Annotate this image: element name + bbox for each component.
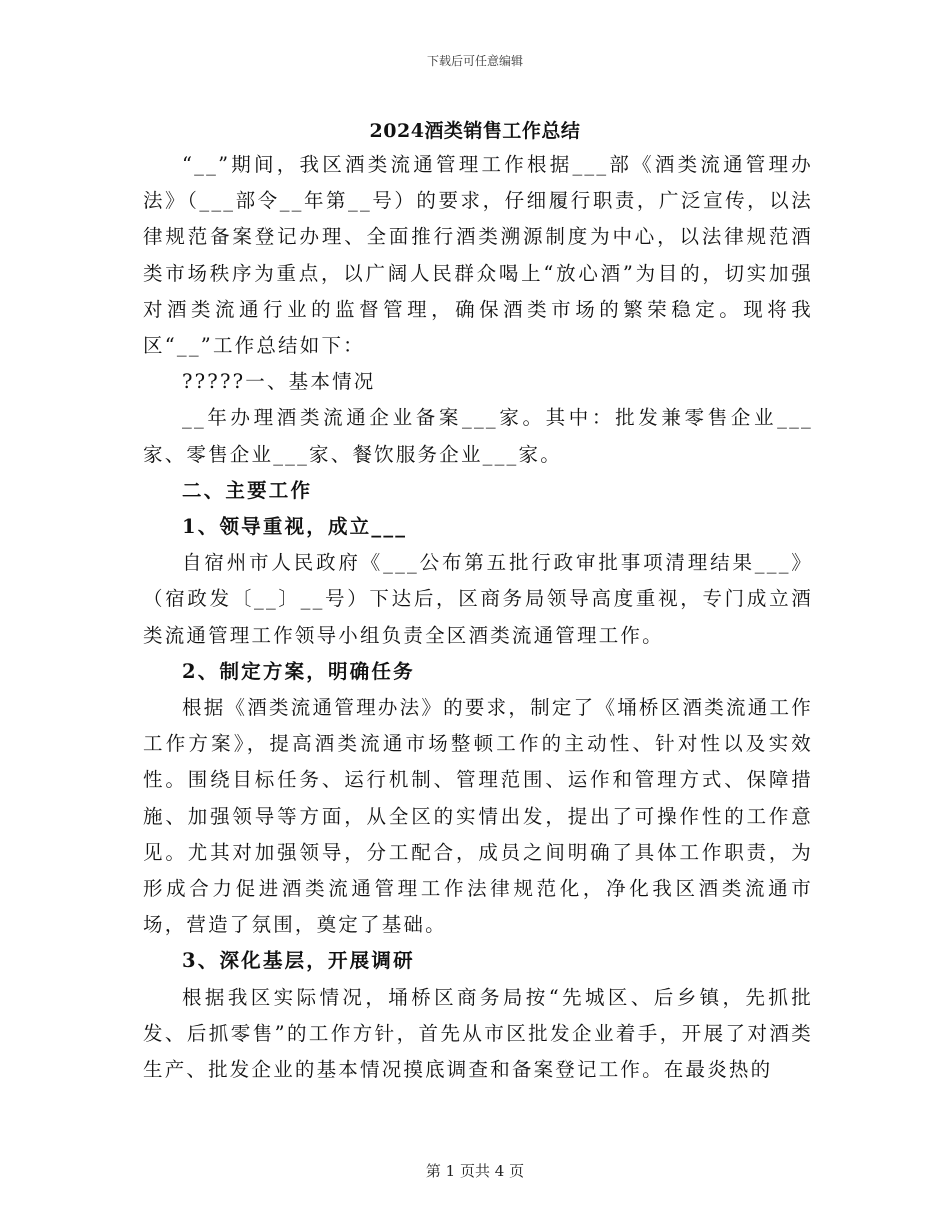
item-heading-leadership: 1、领导重视，成立___ [182,515,408,539]
page-header-note: 下载后可任意编辑 [426,54,523,68]
item-paragraph-research: 根据我区实际情况，埇桥区商务局按“先城区、后乡镇，先抓批发、后抓零售”的工作方针，首先从市区批发企业着手，开展了对酒类生产、批发企业的基本情况摸底调查和备案登记工作。在最炎热的 [143,985,813,1082]
section-heading-main-work: 二、主要工作 [182,478,313,502]
intro-paragraph: “__”期间，我区酒类流通管理工作根据___部《酒类流通管理办法》（___部令__年第__号）的要求，仔细履行职责，广泛宣传，以法律规范备案登记办理、全面推行酒类溯源制度为中心，以法律规范酒类市场秩序为重点，以广阔人民群众喝上“放心酒”为目的，切实加强对酒类流通行业的监督管理，确保酒类市场的繁荣稳定。现将我区“__”工作总结如下： [143,153,813,358]
page-footer-number: 第 1 页共 4 页 [425,1162,525,1180]
item-heading-research: 3、深化基层，开展调研 [182,949,415,973]
basic-info-paragraph: __年办理酒类流通企业备案___家。其中：批发兼零售企业___家、零售企业___家、餐饮服务企业___家。 [143,406,813,466]
document-title: 2024酒类销售工作总结 [369,120,581,142]
item-paragraph-plan: 根据《酒类流通管理办法》的要求，制定了《埇桥区酒类流通工作工作方案》，提高酒类流通市场整顿工作的主动性、针对性以及实效性。围绕目标任务、运行机制、管理范围、运作和管理方式、保障措施、加强领导等方面，从全区的实情出发，提出了可操作性的工作意见。尤其对加强领导，分工配合，成员之间明确了具体工作职责，为形成合力促进酒类流通管理工作法律规范化，净化我区酒类流通市场，营造了氛围，奠定了基础。 [143,696,813,937]
item-heading-plan: 2、制定方案，明确任务 [182,659,415,683]
document-body [143,147,813,1088]
section-heading-basic-info: ?????一、基本情况 [182,370,376,394]
item-paragraph-leadership: 自宿州市人民政府《___公布第五批行政审批事项清理结果___》（宿政发〔__〕__号）下达后，区商务局领导高度重视，专门成立酒类流通管理工作领导小组负责全区酒类流通管理工作。 [143,551,813,647]
